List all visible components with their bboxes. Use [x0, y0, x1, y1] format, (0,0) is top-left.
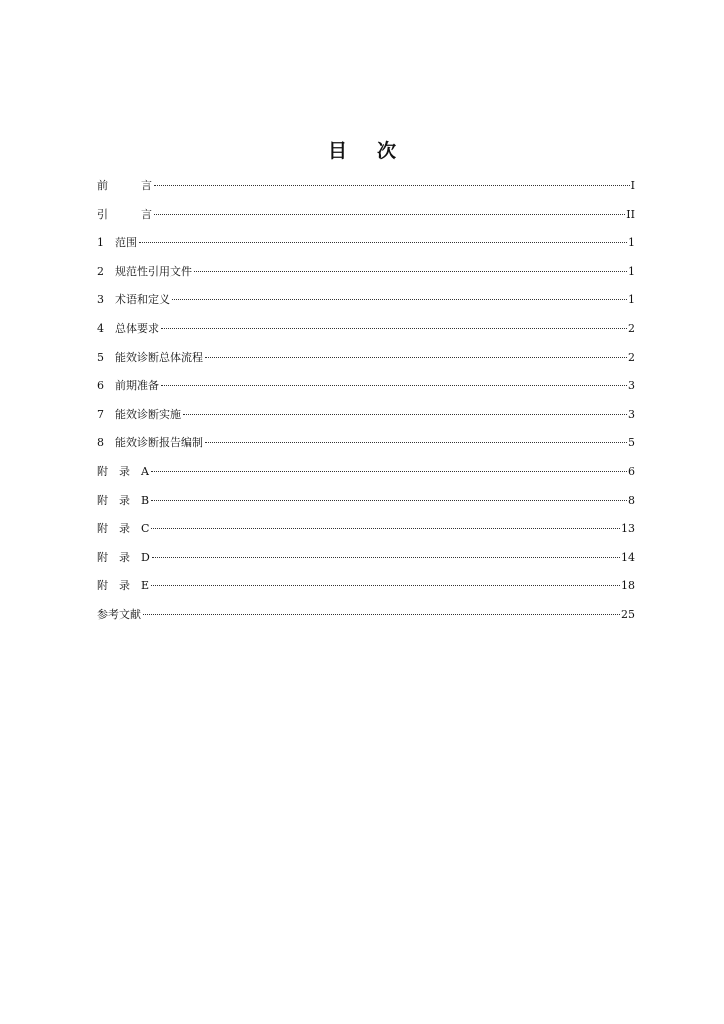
toc-entry-page: 2: [628, 321, 635, 335]
toc-entry-3[interactable]: [97, 290, 635, 319]
toc-entry-appendix-c[interactable]: [97, 519, 635, 548]
toc-dot-leader: [154, 214, 625, 215]
toc-entry-number: 6: [97, 379, 104, 393]
toc-dot-leader: [151, 528, 620, 529]
toc-entry-label: 附 录 D: [97, 550, 150, 564]
toc-entry-page: 13: [621, 522, 635, 536]
toc-entry-label: 总体要求: [115, 321, 159, 335]
toc-entry-page: 6: [628, 464, 635, 478]
toc-dot-leader: [183, 414, 627, 415]
toc-entry-page: II: [626, 207, 635, 221]
toc-dot-leader: [161, 328, 627, 329]
toc-dot-leader: [205, 442, 627, 443]
toc-entry-2[interactable]: [97, 262, 635, 291]
toc-dot-leader: [194, 271, 627, 272]
toc-entry-6[interactable]: [97, 376, 635, 405]
toc-entry-5[interactable]: [97, 348, 635, 377]
toc-entry-number: 3: [97, 293, 104, 307]
toc-entry-page: 25: [621, 607, 635, 621]
toc-entry-label: 规范性引用文件: [115, 264, 192, 278]
toc-entry-7[interactable]: [97, 405, 635, 434]
toc-dot-leader: [143, 614, 620, 615]
toc-entry-page: 5: [628, 436, 635, 450]
toc-entry-introduction[interactable]: [97, 205, 635, 234]
toc-entry-1[interactable]: [97, 233, 635, 262]
toc-entry-page: 1: [628, 264, 635, 278]
toc-entry-label: 附 录 A: [97, 464, 149, 478]
toc-entry-label: 范围: [115, 236, 137, 250]
toc-entry-label: 术语和定义: [115, 293, 170, 307]
toc-list: [97, 176, 635, 634]
toc-entry-page: 8: [628, 493, 635, 507]
toc-entry-label: 前期准备: [115, 379, 159, 393]
toc-entry-label: 能效诊断报告编制: [115, 436, 203, 450]
toc-entry-label: 能效诊断实施: [115, 407, 181, 421]
toc-dot-leader: [151, 471, 627, 472]
toc-entry-appendix-e[interactable]: [97, 576, 635, 605]
toc-entry-label: 附 录 B: [97, 493, 150, 507]
toc-entry-number: 2: [97, 264, 104, 278]
toc-entry-label: 参考文献: [97, 607, 141, 621]
toc-dot-leader: [161, 385, 627, 386]
toc-dot-leader: [151, 500, 627, 501]
toc-entry-references[interactable]: [97, 605, 635, 634]
toc-entry-page: 3: [628, 407, 635, 421]
toc-title-char-1: 目: [327, 140, 347, 162]
toc-entry-page: 2: [628, 350, 635, 364]
toc-entry-appendix-a[interactable]: [97, 462, 635, 491]
toc-entry-appendix-b[interactable]: [97, 491, 635, 520]
toc-entry-page: I: [630, 179, 635, 192]
toc-dot-leader: [139, 242, 627, 243]
toc-entry-page: 14: [621, 550, 635, 564]
toc-entry-number: 8: [97, 436, 104, 450]
toc-entry-label: 前 言: [97, 179, 152, 192]
toc-entry-foreword[interactable]: [97, 176, 635, 205]
toc-dot-leader: [154, 185, 630, 186]
toc-entry-8[interactable]: [97, 433, 635, 462]
toc-title: [0, 136, 724, 163]
toc-entry-number: 1: [97, 236, 104, 250]
toc-entry-page: 1: [628, 293, 635, 307]
toc-entry-number: 5: [97, 350, 104, 364]
toc-entry-label: 附 录 E: [97, 579, 150, 593]
toc-entry-label: 能效诊断总体流程: [115, 350, 203, 364]
toc-entry-page: 3: [628, 379, 635, 393]
toc-entry-label: 附 录 C: [97, 522, 150, 536]
toc-entry-page: 1: [628, 236, 635, 250]
toc-entry-number: 4: [97, 321, 104, 335]
toc-entry-number: 7: [97, 407, 104, 421]
toc-title-char-2: 次: [377, 140, 397, 162]
toc-entry-page: 18: [621, 579, 635, 593]
toc-dot-leader: [172, 299, 627, 300]
toc-entry-appendix-d[interactable]: [97, 548, 635, 577]
toc-dot-leader: [152, 557, 620, 558]
toc-dot-leader: [151, 585, 620, 586]
toc-dot-leader: [205, 357, 627, 358]
toc-entry-label: 引 言: [97, 207, 152, 221]
toc-entry-4[interactable]: [97, 319, 635, 348]
